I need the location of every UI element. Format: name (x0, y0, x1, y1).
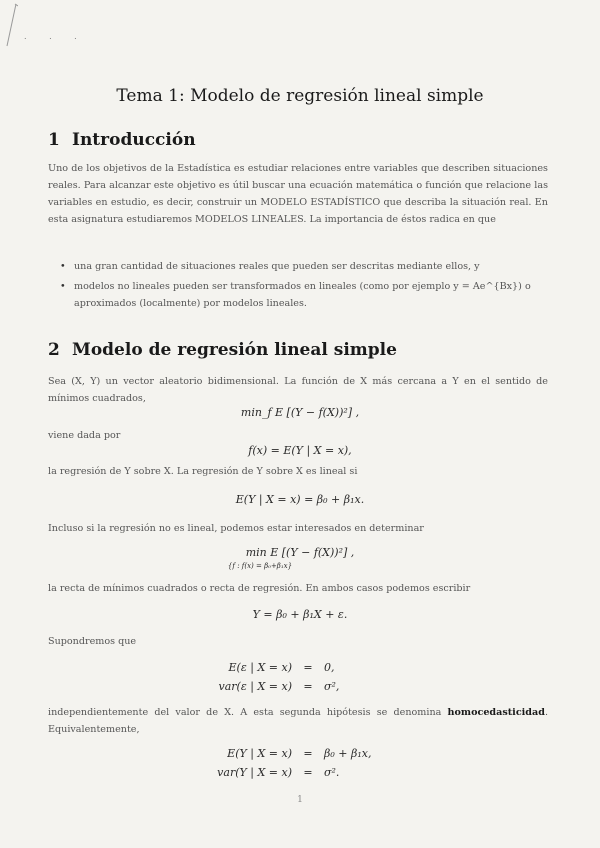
equation-sign: = (303, 661, 313, 674)
equation-sign: = (303, 747, 313, 760)
equation-regression-function: f(x) = E(Y | X = x), (248, 444, 352, 457)
equation-row (200, 677, 339, 696)
section-2-paragraph-2: viene dada por (48, 430, 121, 441)
equation-lhs: E(Y | X = x) (227, 747, 292, 760)
section-1-bullets (60, 258, 546, 312)
homoscedasticity-term: homocedasticidad (447, 707, 545, 718)
assumptions-equations (200, 658, 339, 696)
equation-rhs: 0, (324, 661, 335, 674)
section-2-title: Modelo de regresión lineal simple (72, 340, 397, 360)
bullet-item: • modelos no lineales pueden ser transformados en lineales (como por ejemplo y = Ae^{Bx}) o aproximados (localmente) por modelos lineales. (60, 278, 546, 312)
section-2-paragraph-4: Incluso si la regresión no es lineal, podemos estar interesados en determinar (48, 523, 424, 534)
equation-sign: = (303, 766, 313, 779)
section-2-paragraph-6: Supondremos que (48, 636, 137, 647)
section-1-paragraph: Uno de los objetivos de la Estadística es estudiar relaciones entre variables que describen situaciones reales. Para alcanzar este objetivo es útil buscar una ecuación matemática o función que relacione las variables en estudio, es decir, construir un MODELO ESTADÍSTICO que describa la situación real. En esta asignatura estudiaremos MODELOS LINEALES. La importancia de éstos radica en que (48, 163, 548, 225)
page-number: 1 (297, 795, 303, 805)
document-title: Tema 1: Modelo de regresión lineal simple (116, 86, 484, 106)
equation-lhs: var(ε | X = x) (218, 680, 292, 693)
section-1-heading (48, 130, 196, 150)
paragraph-text: independientemente del valor de X. A esta segunda hipótesis se denomina (48, 707, 442, 718)
equation-rhs: σ², (324, 680, 340, 693)
bullet-item: • una gran cantidad de situaciones reales que pueden ser descritas mediante ellos, y (60, 258, 546, 275)
equation-model: Y = β₀ + β₁X + ε. (252, 608, 348, 621)
section-2-paragraph-1: Sea (X, Y) un vector aleatorio bidimensional. La función de X más cercana a Y en el sentido de mínimos cuadrados, (48, 376, 548, 404)
equation-sign: = (303, 680, 313, 693)
equation-row (200, 763, 371, 782)
corner-pen-mark (4, 2, 18, 48)
paragraph-text: . Equivalentemente, (48, 707, 548, 735)
section-1-title: Introducción (72, 130, 196, 150)
section-1-number: 1 (48, 130, 60, 150)
equation-row (200, 658, 339, 677)
equation-rhs: β₀ + β₁x, (324, 747, 372, 760)
section-2-number: 2 (48, 340, 60, 360)
equivalent-equations (200, 744, 371, 782)
section-2-paragraph-3: la regresión de Y sobre X. La regresión de Y sobre X es lineal si (48, 466, 358, 477)
equation-rhs: σ². (324, 766, 340, 779)
equation-least-squares-subscript: {f : f(x) = β₀+β₁x} (227, 562, 293, 570)
equation-lhs: E(ε | X = x) (228, 661, 292, 674)
equation-row (200, 744, 371, 763)
section-2-paragraph-5: la recta de mínimos cuadrados o recta de regresión. En ambos casos podemos escribir (48, 583, 471, 594)
section-2-heading (48, 340, 397, 360)
equation-least-squares-line: min E [(Y − f(X))²] , (245, 546, 355, 559)
header-dots: . . . (24, 32, 87, 41)
equation-lhs: var(Y | X = x) (217, 766, 292, 779)
section-2-paragraph-7 (48, 704, 548, 738)
equation-linear-regression: E(Y | X = x) = β₀ + β₁x. (235, 493, 365, 506)
equation-min-expectation: min_f E [(Y − f(X))²] , (240, 406, 360, 419)
